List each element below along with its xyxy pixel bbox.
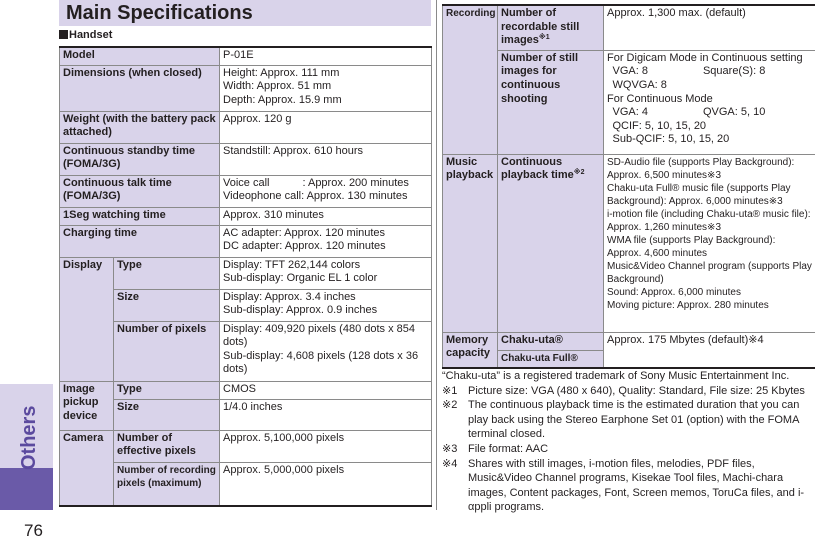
subtitle-text: Handset (69, 29, 113, 41)
table-row (60, 111, 432, 143)
row-label: Type (114, 381, 220, 399)
trademark-note: “Chaku-uta” is a registered trademark of Sony Music Entertainment Inc. (442, 370, 790, 382)
row-value (604, 154, 815, 332)
value-line: Voice call : Approx. 200 minutes (223, 176, 409, 189)
value-line: WMA file (supports Play Background): Approx. 4,600 minutes (607, 234, 776, 259)
page-number: 76 (24, 521, 43, 540)
footnote-item (442, 457, 815, 515)
value-line: QCIF: 5, 10, 15, 20 (607, 119, 707, 132)
row-label: Dimensions (when closed) (60, 65, 220, 111)
row-value: Approx. 1,300 max. (default) (604, 5, 815, 50)
row-label: Charging time (60, 225, 220, 257)
row-value (220, 321, 432, 381)
value-line: Chaku-uta Full® music file (supports Play Background): Approx. 6,000 minutes※3 (607, 182, 791, 207)
value-line: For Continuous Mode (607, 92, 713, 105)
value-line: Width: Approx. 51 mm (223, 80, 332, 93)
row-label: Number of pixels (114, 321, 220, 381)
value-line: Sub-QCIF: 5, 10, 15, 20 (607, 133, 730, 146)
value-line: Sub-display: 4,608 pixels (128 dots x 36 dots) (223, 349, 419, 376)
table-row (60, 207, 432, 225)
value-line: Height: Approx. 111 mm (223, 66, 340, 79)
footnote-text: The continuous playback time is the estimated duration that you can play back using the Stereo Earphone Set 01 (option) with the FOMA terminal closed. (468, 399, 800, 441)
value-line: AC adapter: Approx. 120 minutes (223, 226, 386, 239)
table-row (60, 257, 432, 289)
label-text: Number of recordable still images (501, 7, 580, 47)
footnote-text: File format: AAC (468, 442, 549, 455)
row-label: Continuous standby time (FOMA/3G) (60, 143, 220, 175)
table-row (60, 399, 432, 430)
group-label: Display (60, 257, 114, 381)
value-line: Music&Video Channel program (supports Play Background) (607, 260, 812, 285)
table-row (60, 321, 432, 381)
row-label: Number of effective pixels (114, 430, 220, 462)
value-line: Sub-display: Organic EL 1 color (223, 272, 378, 285)
footnote-mark: ※1 (442, 384, 458, 397)
table-row (60, 65, 432, 111)
footnote-item (442, 384, 815, 399)
footnote-mark: ※1 (538, 34, 550, 42)
section-tab-label: Others (18, 405, 40, 471)
row-label (498, 154, 604, 332)
row-value (220, 257, 432, 289)
row-label: Chaku-uta Full® (498, 350, 604, 368)
row-value: Approx. 5,100,000 pixels (220, 430, 432, 462)
footnote-mark: ※4 (442, 457, 458, 470)
value-line: Videophone call: Approx. 130 minutes (223, 190, 408, 203)
handset-spec-table-continued (442, 4, 815, 369)
row-value: Approx. 310 minutes (220, 207, 432, 225)
table-row (443, 50, 815, 154)
value-line: Sound: Approx. 6,000 minutes (607, 286, 741, 298)
table-row (60, 289, 432, 321)
square-bullet-icon (59, 30, 68, 39)
row-value (220, 289, 432, 321)
value-line: Depth: Approx. 15.9 mm (223, 93, 342, 106)
row-label: Weight (with the battery pack attached) (60, 111, 220, 143)
value-line: For Digicam Mode in Continuous setting (607, 51, 803, 64)
group-label: Image pickup device (60, 381, 114, 430)
row-label: Type (114, 257, 220, 289)
section-tab-marker (0, 468, 53, 510)
value-line: Moving picture: Approx. 280 minutes (607, 299, 769, 311)
table-row (60, 430, 432, 462)
footnote-mark: ※3 (442, 442, 458, 455)
column-divider (436, 0, 437, 510)
table-row (60, 462, 432, 506)
row-value: 1/4.0 inches (220, 399, 432, 430)
value-line: Display: 409,920 pixels (480 dots x 854 dots) (223, 322, 416, 349)
row-value: Approx. 120 g (220, 111, 432, 143)
page-title: Main Specifications (59, 0, 431, 26)
group-label: Recording (443, 5, 498, 154)
row-value: Standstill: Approx. 610 hours (220, 143, 432, 175)
row-value: Approx. 175 Mbytes (default)※4 (604, 332, 815, 368)
label-text: Continuous playback time (501, 155, 574, 182)
table-row (60, 225, 432, 257)
sidebar (0, 0, 53, 543)
row-label: Number of still images for continuous shooting (498, 50, 604, 154)
table-row (443, 5, 815, 50)
footnote-item (442, 442, 815, 457)
footnotes (442, 369, 815, 515)
table-row (60, 143, 432, 175)
footnote-mark: ※2 (573, 169, 585, 177)
value-line: DC adapter: Approx. 120 minutes (223, 240, 386, 253)
row-label (498, 5, 604, 50)
row-value (220, 65, 432, 111)
row-value (604, 50, 815, 154)
value-line: i-motion file (including Chaku-uta® music file): Approx. 1,260 minutes※3 (607, 208, 811, 233)
footnote-mark: ※2 (442, 399, 458, 412)
row-label: Size (114, 399, 220, 430)
value-line: Display: TFT 262,144 colors (223, 258, 361, 271)
row-label: Continuous talk time (FOMA/3G) (60, 175, 220, 207)
row-value: P-01E (220, 47, 432, 65)
row-label: Chaku-uta® (498, 332, 604, 350)
value-line: VGA: 4 QVGA: 5, 10 (607, 106, 766, 119)
table-row (443, 332, 815, 350)
table-row (60, 47, 432, 65)
value-line: WQVGA: 8 (607, 78, 667, 91)
footnote-text: Shares with still images, i-motion files, melodies, PDF files, Music&Video Channel programs, Kisekae Tool files, Machi-chara images, Content packages, Font, Screen memos, ToruCa files, and i-αppli programs. (468, 457, 805, 514)
table-row (443, 154, 815, 332)
row-value: CMOS (220, 381, 432, 399)
table-row (60, 381, 432, 399)
value-line: Display: Approx. 3.4 inches (223, 290, 356, 303)
group-label: Camera (60, 430, 114, 506)
handset-spec-table (59, 46, 432, 507)
row-label: Size (114, 289, 220, 321)
row-value (220, 225, 432, 257)
value-line: Sub-display: Approx. 0.9 inches (223, 304, 378, 317)
group-label: Music playback (443, 154, 498, 332)
section-subtitle (59, 29, 112, 42)
row-value (220, 175, 432, 207)
table-row (60, 175, 432, 207)
footnote-item (442, 398, 815, 442)
footnote-text: Picture size: VGA (480 x 640), Quality: Standard, File size: 25 Kbytes (468, 384, 805, 397)
group-label: Memory capacity (443, 332, 498, 368)
row-label: Number of recording pixels (maximum) (114, 462, 220, 506)
row-label: 1Seg watching time (60, 207, 220, 225)
row-label: Model (60, 47, 220, 65)
row-value: Approx. 5,000,000 pixels (220, 462, 432, 506)
value-line: SD-Audio file (supports Play Background): Approx. 6,500 minutes※3 (607, 156, 795, 181)
value-line: VGA: 8 Square(S): 8 (607, 65, 766, 78)
